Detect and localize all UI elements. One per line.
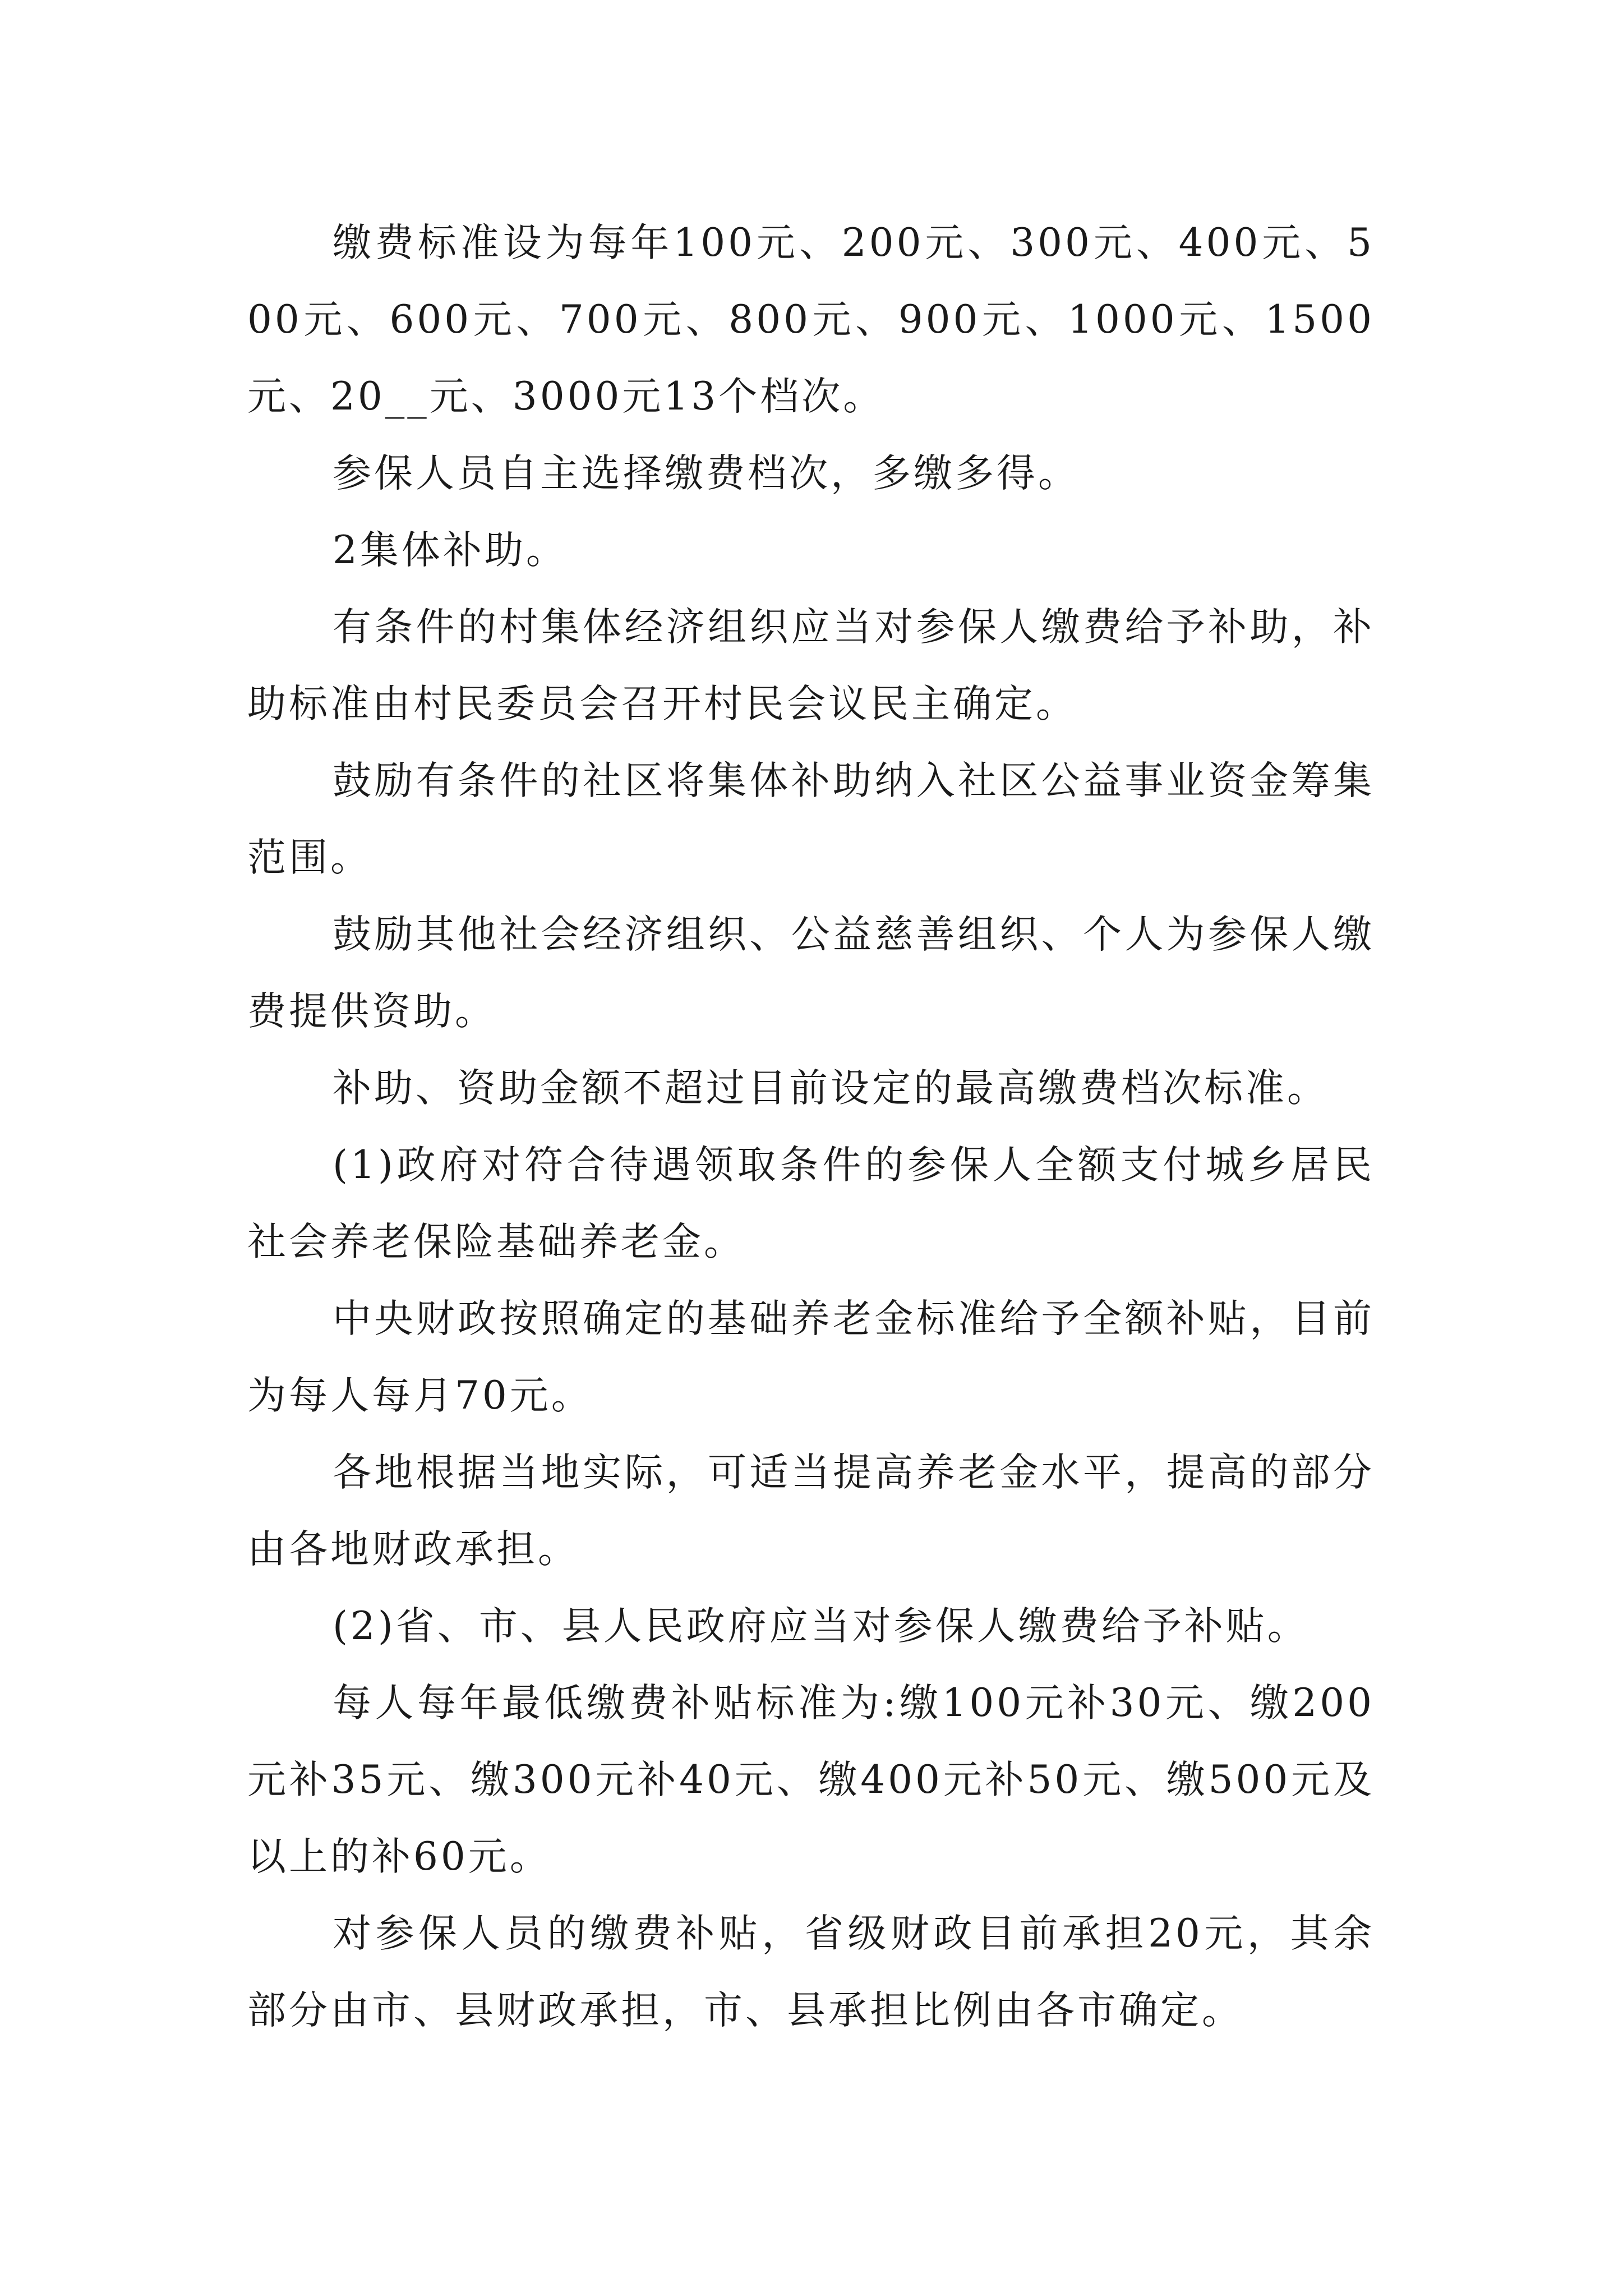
paragraph-cost-sharing: 对参保人员的缴费补贴，省级财政目前承担20元，其余部分由市、县财政承担，市、县承担比例由各市确定。 — [247, 1911, 1375, 2033]
document-body — [247, 205, 1375, 2049]
paragraph-village-subsidy: 有条件的村集体经济组织应当对参保人缴费给予补助，补助标准由村民委员会召开村民会议民主确定。 — [247, 605, 1375, 726]
paragraph-community-fund: 鼓励有条件的社区将集体补助纳入社区公益事业资金筹集范围。 — [247, 758, 1375, 880]
paragraph-subsidy-limit: 补助、资助金额不超过目前设定的最高缴费档次标准。 — [333, 1066, 1329, 1111]
paragraph-self-select: 参保人员自主选择缴费档次，多缴多得。 — [333, 451, 1080, 496]
paragraph-local-increase: 各地根据当地实际，可适当提高养老金水平，提高的部分由各地财政承担。 — [247, 1450, 1375, 1572]
paragraph-basic-pension: (1)政府对符合待遇领取条件的参保人全额支付城乡居民社会养老保险基础养老金。 — [247, 1143, 1375, 1264]
paragraph-contribution-levels: 缴费标准设为每年100元、200元、300元、400元、500元、600元、700元、800元、900元、1000元、1500元、20__元、3000元13个档次。 — [247, 220, 1375, 419]
paragraph-minimum-subsidy-standard: 每人每年最低缴费补贴标准为:缴100元补30元、缴200元补35元、缴300元补40元、缴400元补50元、缴500元及以上的补60元。 — [247, 1681, 1375, 1879]
paragraph-collective-subsidy-heading: 2集体补助。 — [333, 528, 568, 573]
paragraph-central-finance: 中央财政按照确定的基础养老金标准给予全额补贴，目前为每人每月70元。 — [247, 1296, 1375, 1418]
paragraph-government-subsidy: (2)省、市、县人民政府应当对参保人缴费给予补贴。 — [333, 1604, 1309, 1649]
paragraph-other-organizations: 鼓励其他社会经济组织、公益慈善组织、个人为参保人缴费提供资助。 — [247, 912, 1375, 1034]
